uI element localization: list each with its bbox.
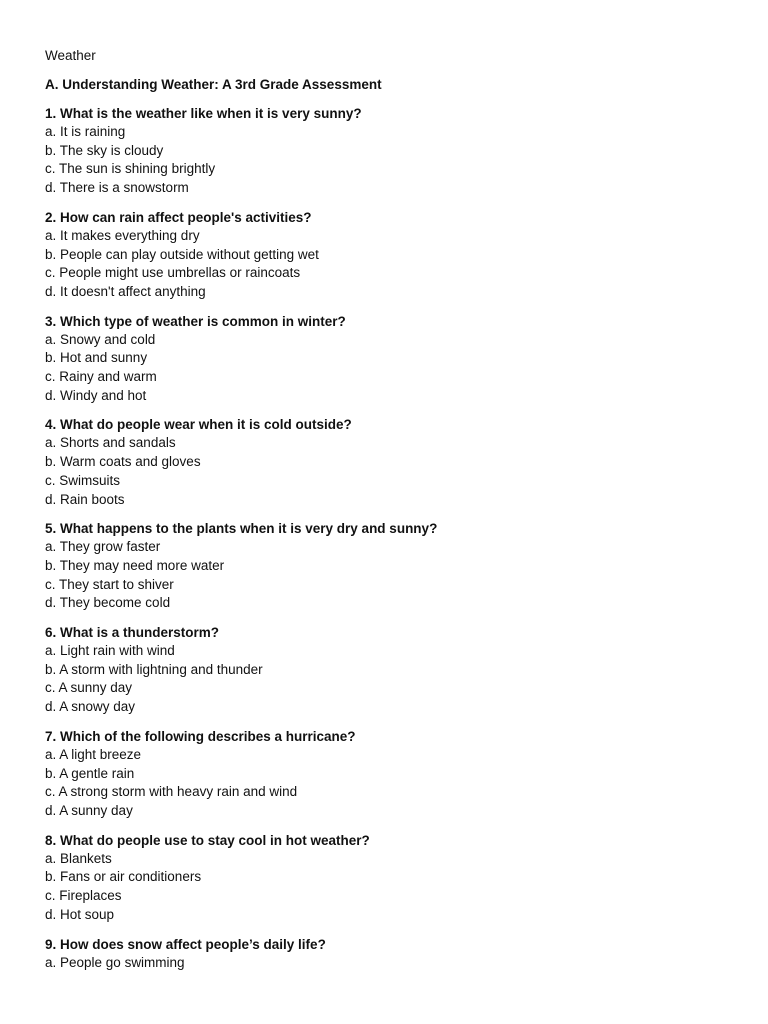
answer-option: c. They start to shiver (45, 576, 174, 592)
answer-options (45, 642, 768, 717)
question-block (45, 519, 768, 613)
question-text: 3. Which type of weather is common in winter? (45, 313, 346, 329)
answer-options (45, 538, 768, 613)
question-text: 4. What do people wear when it is cold outside? (45, 417, 352, 433)
question-block (45, 312, 768, 406)
answer-options (45, 954, 768, 973)
answer-option: a. Blankets (45, 850, 112, 866)
question-block (45, 623, 768, 717)
answer-option: a. Shorts and sandals (45, 435, 176, 451)
answer-option: d. It doesn't affect anything (45, 283, 206, 299)
question-block (45, 831, 768, 925)
answer-options (45, 850, 768, 925)
answer-option: a. A light breeze (45, 746, 142, 762)
answer-option: c. The sun is shining brightly (45, 161, 216, 177)
section-title: A. Understanding Weather: A 3rd Grade Assessment (45, 77, 382, 92)
question-text: 7. Which of the following describes a hurricane? (45, 728, 356, 744)
question-text: 1. What is the weather like when it is very sunny? (45, 106, 362, 121)
answer-options (45, 123, 768, 198)
question-text: 9. How does snow affect people’s daily life? (45, 936, 326, 952)
answer-option: a. Snowy and cold (45, 331, 156, 347)
answer-options (45, 331, 768, 406)
answer-option: b. The sky is cloudy (45, 142, 164, 158)
answer-option: c. A sunny day (45, 680, 133, 696)
answer-option: c. Swimsuits (45, 472, 121, 488)
answer-options (45, 746, 768, 821)
question-block (45, 208, 768, 302)
question-text: 2. How can rain affect people's activities? (45, 209, 312, 225)
answer-option: b. A gentle rain (45, 765, 135, 781)
question-block (45, 727, 768, 821)
question-list (45, 104, 768, 972)
answer-option: d. Hot soup (45, 906, 115, 922)
answer-option: c. People might use umbrellas or raincoats (45, 265, 301, 281)
question-block (45, 935, 768, 973)
answer-option: d. Rain boots (45, 491, 125, 507)
answer-option: b. People can play outside without getting wet (45, 246, 319, 262)
answer-option: d. A snowy day (45, 699, 136, 715)
answer-option: d. A sunny day (45, 802, 133, 818)
answer-option: c. A strong storm with heavy rain and wind (45, 784, 298, 800)
answer-option: d. There is a snowstorm (45, 180, 189, 196)
answer-option: b. They may need more water (45, 557, 225, 573)
answer-option: c. Fireplaces (45, 888, 122, 904)
answer-options (45, 434, 768, 509)
answer-option: a. People go swimming (45, 954, 185, 970)
answer-option: a. Light rain with wind (45, 643, 175, 659)
answer-option: a. They grow faster (45, 539, 161, 555)
answer-option: b. A storm with lightning and thunder (45, 661, 263, 677)
answer-option: d. They become cold (45, 595, 171, 611)
answer-option: a. It makes everything dry (45, 227, 200, 243)
answer-options (45, 227, 768, 302)
question-block (45, 415, 768, 509)
answer-option: b. Fans or air conditioners (45, 869, 202, 885)
answer-option: d. Windy and hot (45, 387, 147, 403)
question-text: 8. What do people use to stay cool in hot weather? (45, 832, 370, 848)
question-text: 5. What happens to the plants when it is very dry and sunny? (45, 521, 438, 537)
question-block (45, 104, 768, 198)
document-title: Weather (45, 48, 96, 63)
question-text: 6. What is a thunderstorm? (45, 625, 220, 641)
answer-option: a. It is raining (45, 124, 126, 139)
answer-option: b. Hot and sunny (45, 350, 148, 366)
answer-option: b. Warm coats and gloves (45, 454, 201, 470)
answer-option: c. Rainy and warm (45, 369, 157, 385)
